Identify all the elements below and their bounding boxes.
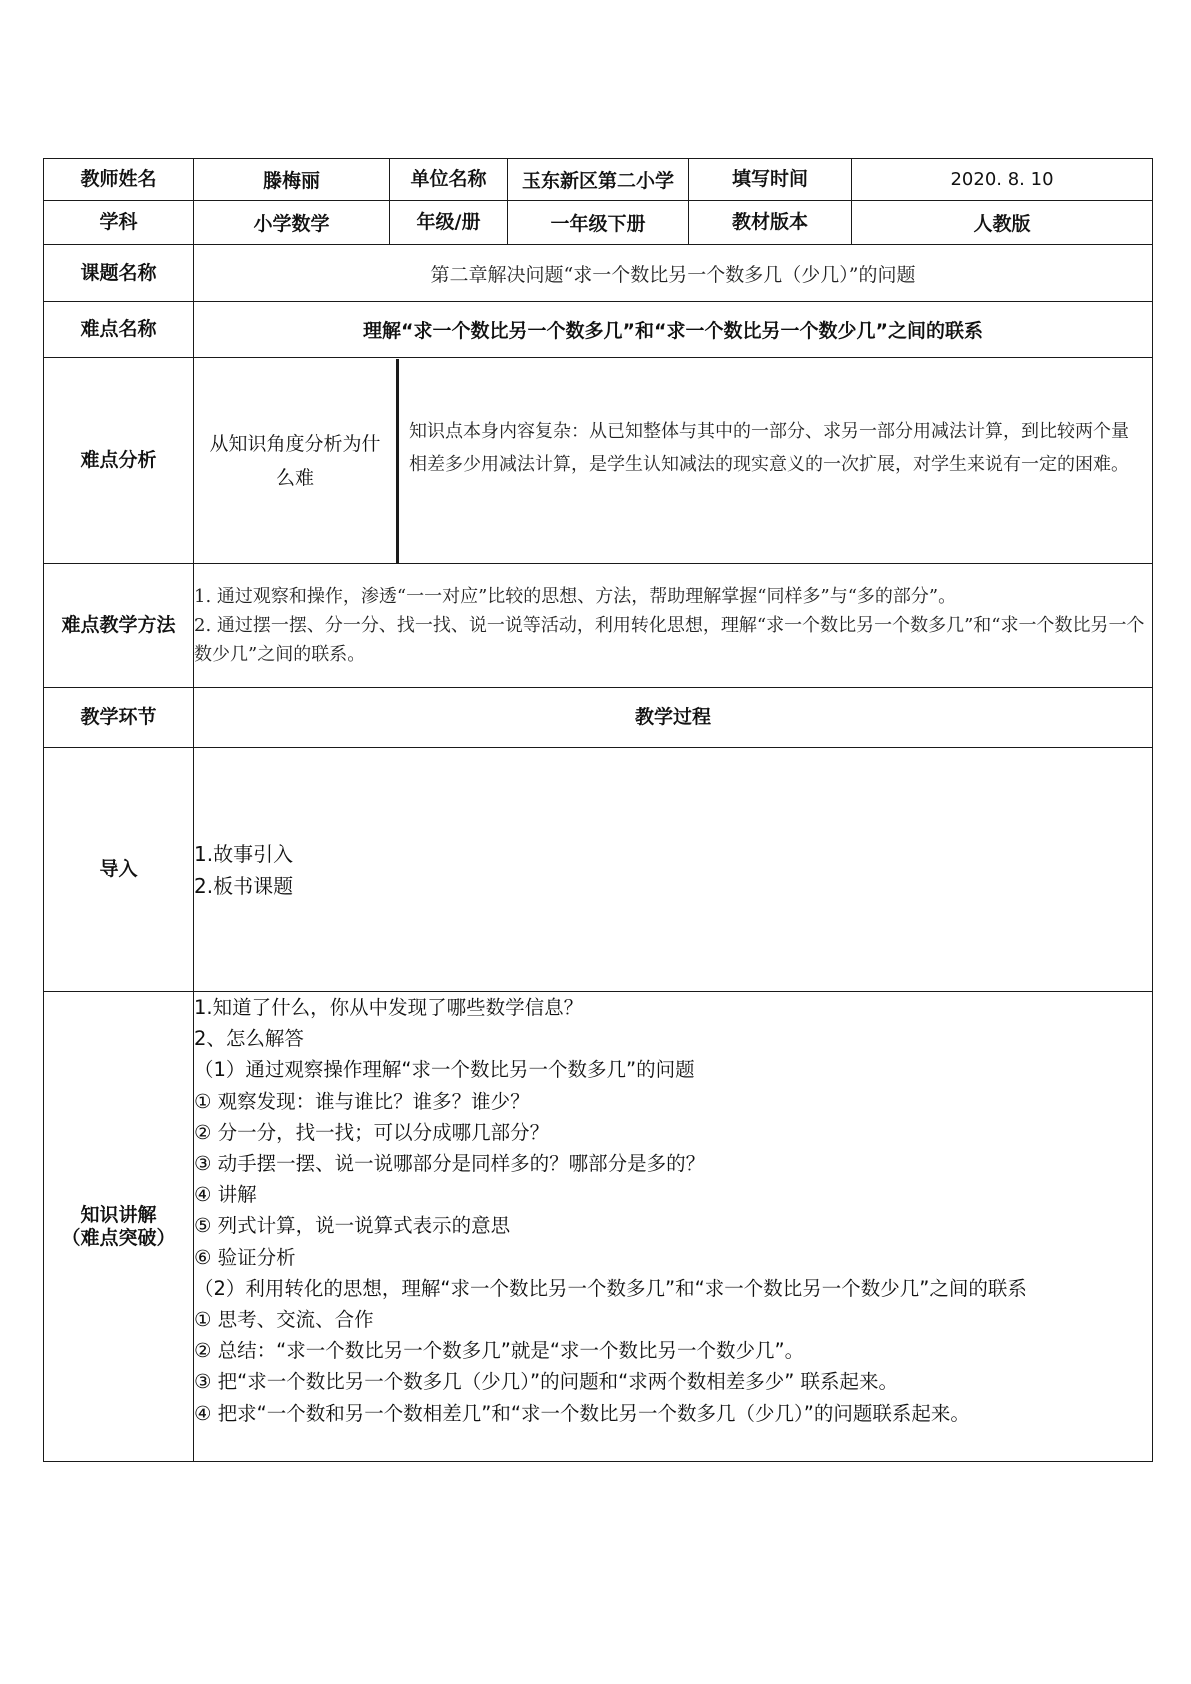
analysis-label: 难点分析 [44, 358, 194, 564]
knowledge-item-10: （2）利用转化的思想，理解“求一个数比另一个数多几”和“求一个数比另一个数少几”之间的联系 [194, 1276, 1027, 1300]
methods-label: 难点教学方法 [44, 564, 194, 688]
knowledge-content [194, 992, 1153, 1462]
info-row-1 [44, 159, 1153, 201]
knowledge-item-3: （1）通过观察操作理解“求一个数比另一个数多几”的问题 [194, 1058, 695, 1082]
knowledge-item-4: ① 观察发现：谁与谁比？谁多？谁少？ [194, 1089, 530, 1113]
methods-item-1: 1. 通过观察和操作，渗透“一一对应”比较的思想、方法，帮助理解掌握“同样多”与“多的部分”。 [194, 586, 957, 607]
methods-item-2: 2. 通过摆一摆、分一分、找一找、说一说等活动，利用转化思想，理解“求一个数比另一个数多几”和“求一个数比另一个数少几”之间的联系。 [194, 615, 1145, 665]
knowledge-item-5: ② 分一分，找一找；可以分成哪几部分？ [194, 1120, 550, 1144]
date-label: 填写时间 [689, 159, 852, 201]
methods-content [194, 564, 1153, 688]
topic-row [44, 245, 1153, 302]
methods-row [44, 564, 1153, 688]
date-value: 2020. 8. 10 [852, 159, 1153, 201]
analysis-content: 知识点本身内容复杂：从已知整体与其中的一部分、求另一部分用减法计算，到比较两个量相差多少用减法计算，是学生认知减法的现实意义的一次扩展，对学生来说有一定的困难。 [409, 420, 1129, 475]
lesson-plan-table [43, 158, 1153, 1462]
knowledge-item-13: ③ 把“求一个数比另一个数多几（少几）”的问题和“求两个数相差多少” 联系起来。 [194, 1370, 899, 1394]
knowledge-item-14: ④ 把求“一个数和另一个数相差几”和“求一个数比另一个数多几（少几）”的问题联系起来。 [194, 1401, 970, 1425]
analysis-wrap [194, 359, 1152, 563]
unit-value: 玉东新区第二小学 [508, 159, 689, 201]
analysis-angle: 从知识角度分析为什么难 [194, 359, 399, 563]
teacher-label: 教师姓名 [44, 159, 194, 201]
edition-value: 人教版 [852, 201, 1153, 245]
process-label: 教学过程 [194, 688, 1153, 748]
teacher-value: 滕梅丽 [194, 159, 390, 201]
intro-row [44, 748, 1153, 992]
knowledge-item-1: 1.知道了什么，你从中发现了哪些数学信息？ [194, 996, 584, 1019]
edition-label: 教材版本 [689, 201, 852, 245]
stage-label: 教学环节 [44, 688, 194, 748]
knowledge-label-line-2: （难点突破） [61, 1226, 176, 1249]
subject-value: 小学数学 [194, 201, 390, 245]
intro-label: 导入 [44, 748, 194, 992]
topic-value: 第二章解决问题“求一个数比另一个数多几（少几）”的问题 [194, 245, 1153, 302]
knowledge-label [44, 992, 194, 1462]
subject-label: 学科 [44, 201, 194, 245]
knowledge-item-7: ④ 讲解 [194, 1183, 257, 1207]
topic-label: 课题名称 [44, 245, 194, 302]
intro-item-2: 2.板书课题 [194, 873, 294, 898]
knowledge-label-line-1: 知识讲解 [80, 1203, 157, 1226]
process-header-row [44, 688, 1153, 748]
knowledge-item-6: ③ 动手摆一摆、说一说哪部分是同样多的？哪部分是多的？ [194, 1152, 706, 1176]
analysis-row [44, 358, 1153, 564]
lesson-plan-sheet [43, 158, 1152, 1462]
knowledge-row [44, 992, 1153, 1462]
difficulty-row [44, 302, 1153, 358]
grade-value: 一年级下册 [508, 201, 689, 245]
intro-item-1: 1.故事引入 [194, 841, 294, 866]
knowledge-item-11: ① 思考、交流、合作 [194, 1308, 374, 1332]
knowledge-item-8: ⑤ 列式计算，说一说算式表示的意思 [194, 1214, 511, 1238]
intro-content [194, 748, 1153, 992]
info-row-2 [44, 201, 1153, 245]
grade-label: 年级/册 [390, 201, 508, 245]
difficulty-label: 难点名称 [44, 302, 194, 358]
knowledge-item-12: ② 总结：“求一个数比另一个数多几”就是“求一个数比另一个数少几”。 [194, 1339, 805, 1363]
knowledge-item-9: ⑥ 验证分析 [194, 1245, 296, 1269]
difficulty-value: 理解“求一个数比另一个数多几”和“求一个数比另一个数少几”之间的联系 [194, 302, 1153, 358]
knowledge-item-2: 2、怎么解答 [194, 1027, 304, 1051]
analysis-cell [194, 358, 1153, 564]
unit-label: 单位名称 [390, 159, 508, 201]
